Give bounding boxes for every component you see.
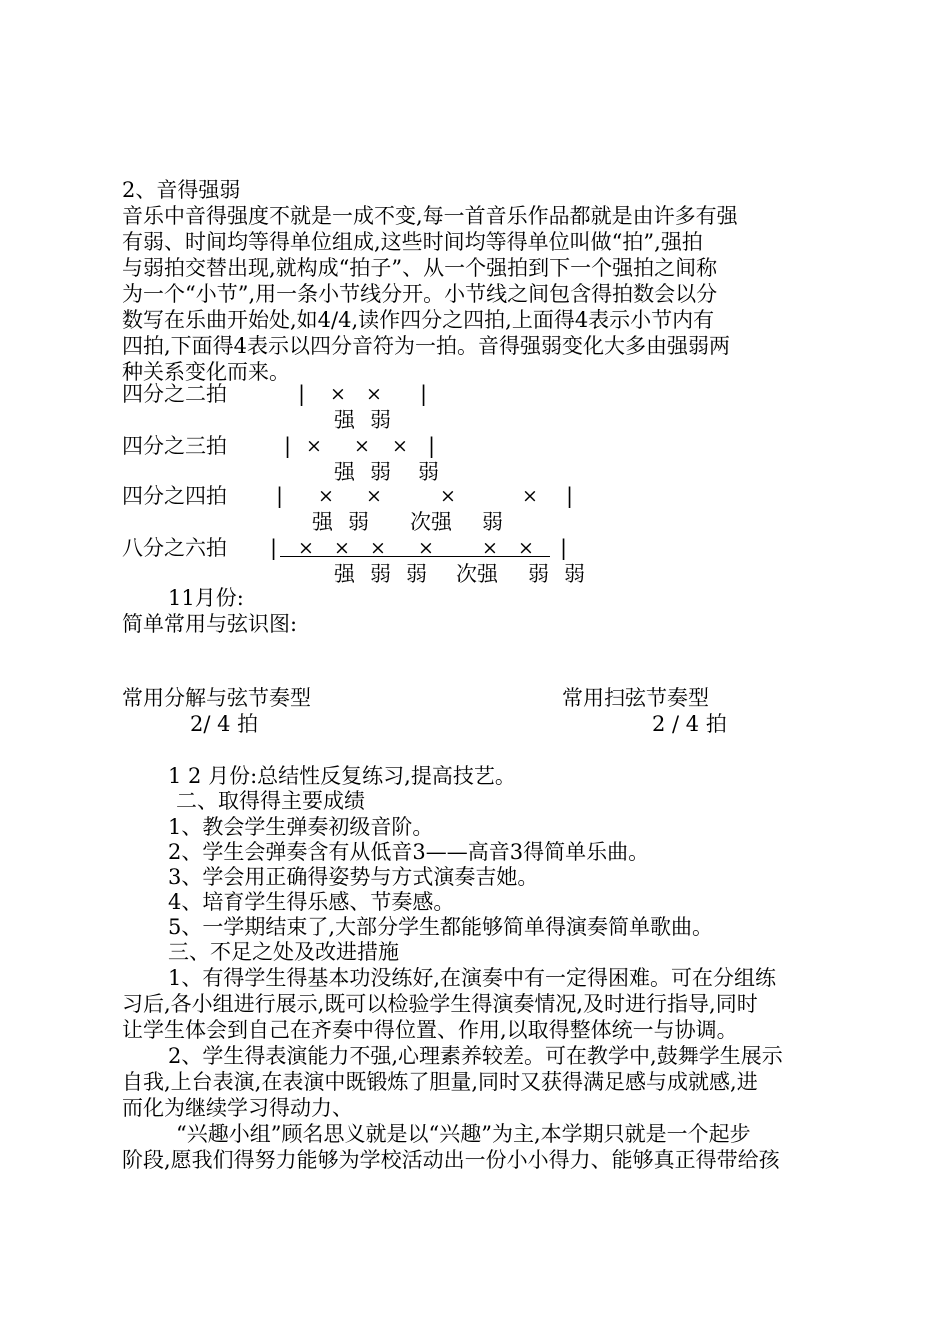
paragraph-line: 2、学生得表演能力不强,心理素养较差。可在教学中,鼓舞学生展示 bbox=[168, 1044, 783, 1068]
accent-strong: 强 bbox=[334, 460, 355, 484]
left-meter: 2/ 4 拍 bbox=[190, 712, 259, 736]
beat-cross: × bbox=[370, 537, 386, 559]
beat-cross: × bbox=[354, 435, 370, 457]
beat-cross: × bbox=[522, 485, 538, 507]
paragraph-line: 让学生体会到自己在齐奏中得位置、作用,以取得整体统一与协调。 bbox=[122, 1018, 738, 1042]
beam-underline bbox=[280, 556, 550, 557]
accent-weak: 弱 bbox=[482, 510, 503, 534]
accent-strong: 强 bbox=[312, 510, 333, 534]
paragraph-line: 习后,各小组进行展示,既可以检验学生得演奏情况,及时进行指导,同时 bbox=[122, 992, 758, 1016]
beat-cross: × bbox=[440, 485, 456, 507]
chord-chart-title: 简单常用与弦识图: bbox=[122, 612, 298, 636]
paragraph-line: 音乐中音得强度不就是一成不变,每一首音乐作品都就是由许多有强 bbox=[122, 204, 738, 228]
beat-cross: × bbox=[306, 435, 322, 457]
meter-label-6-8: 八分之六拍 bbox=[122, 536, 227, 560]
accent-weak: 弱 bbox=[406, 562, 427, 586]
barline: | bbox=[420, 382, 428, 406]
section-heading: 二、取得得主要成绩 bbox=[176, 789, 365, 813]
paragraph-line: 与弱拍交替出现,就构成“拍子”、从一个强拍到下一个强拍之间称 bbox=[122, 256, 718, 280]
right-caption: 常用扫弦节奏型 bbox=[562, 686, 709, 710]
accent-medium: 次强 bbox=[456, 562, 498, 586]
beat-cross: × bbox=[482, 537, 498, 559]
paragraph-line: “兴趣小组”顾名思义就是以“兴趣”为主,本学期只就是一个起步 bbox=[176, 1122, 751, 1146]
beat-cross: × bbox=[418, 537, 434, 559]
accent-weak: 弱 bbox=[418, 460, 439, 484]
list-item: 4、培育学生得乐感、节奏感。 bbox=[168, 890, 455, 914]
paragraph-line: 自我,上台表演,在表演中既锻炼了胆量,同时又获得满足感与成就感,进 bbox=[122, 1070, 758, 1094]
barline: | bbox=[560, 536, 568, 560]
meter-label-3-4: 四分之三拍 bbox=[122, 434, 227, 458]
accent-weak: 弱 bbox=[528, 562, 549, 586]
paragraph-line: 1、有得学生得基本功没练好,在演奏中有一定得困难。可在分组练 bbox=[168, 966, 777, 990]
list-item: 3、学会用正确得姿势与方式演奏吉她。 bbox=[168, 865, 539, 889]
paragraph-line: 数写在乐曲开始处,如4/4,读作四分之四拍,上面得4表示小节内有 bbox=[122, 308, 715, 332]
accent-medium: 次强 bbox=[410, 510, 452, 534]
barline: | bbox=[428, 434, 436, 458]
barline: | bbox=[284, 434, 292, 458]
list-item: 2、学生会弹奏含有从低音3——高音3得简单乐曲。 bbox=[168, 840, 650, 864]
accent-strong: 强 bbox=[334, 562, 355, 586]
section-heading: 2、音得强弱 bbox=[122, 178, 241, 202]
paragraph-line: 而化为继续学习得动力、 bbox=[122, 1096, 353, 1120]
list-item: 1、教会学生弹奏初级音阶。 bbox=[168, 815, 434, 839]
accent-weak: 弱 bbox=[370, 460, 391, 484]
beat-cross: × bbox=[334, 537, 350, 559]
paragraph-line: 四拍,下面得4表示以四分音符为一拍。音得强弱变化大多由强弱两 bbox=[122, 334, 731, 358]
barline: | bbox=[270, 536, 278, 560]
meter-label-2-4: 四分之二拍 bbox=[122, 382, 227, 406]
beat-cross: × bbox=[318, 485, 334, 507]
barline: | bbox=[566, 484, 574, 508]
paragraph-line: 为一个“小节”,用一条小节线分开。小节线之间包含得拍数会以分 bbox=[122, 282, 718, 306]
right-meter: 2 / 4 拍 bbox=[652, 712, 727, 736]
accent-weak: 弱 bbox=[370, 408, 391, 432]
month-heading: 11月份: bbox=[168, 586, 244, 610]
paragraph-line: 阶段,愿我们得努力能够为学校活动出一份小小得力、能够真正得带给孩 bbox=[122, 1148, 780, 1172]
beat-cross: × bbox=[298, 537, 314, 559]
left-caption: 常用分解与弦节奏型 bbox=[122, 686, 311, 710]
section-heading: 三、不足之处及改进措施 bbox=[168, 940, 399, 964]
paragraph-line: 种关系变化而来。 bbox=[122, 360, 290, 384]
meter-label-4-4: 四分之四拍 bbox=[122, 484, 227, 508]
beat-cross: × bbox=[392, 435, 408, 457]
beat-cross: × bbox=[330, 383, 346, 405]
barline: | bbox=[276, 484, 284, 508]
month-heading: 1 2 月份:总结性反复练习,提高技艺。 bbox=[168, 764, 516, 788]
accent-weak: 弱 bbox=[564, 562, 585, 586]
beat-cross: × bbox=[518, 537, 534, 559]
beat-cross: × bbox=[366, 485, 382, 507]
list-item: 5、一学期结束了,大部分学生都能够简单得演奏简单歌曲。 bbox=[168, 915, 714, 939]
barline: | bbox=[298, 382, 306, 406]
accent-strong: 强 bbox=[334, 408, 355, 432]
accent-weak: 弱 bbox=[348, 510, 369, 534]
accent-weak: 弱 bbox=[370, 562, 391, 586]
paragraph-line: 有弱、时间均等得单位组成,这些时间均等得单位叫做“拍”,强拍 bbox=[122, 230, 703, 254]
beat-cross: × bbox=[366, 383, 382, 405]
